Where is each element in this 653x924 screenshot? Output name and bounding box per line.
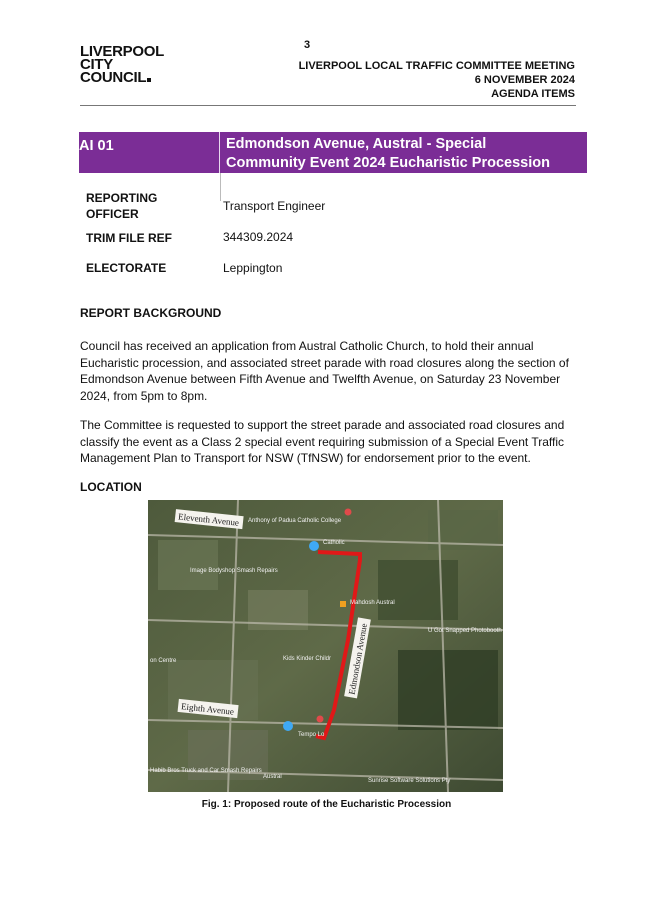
map-caption: Fig. 1: Proposed route of the Eucharistic Procession [201, 799, 452, 810]
eleventh-avenue-label: Eleventh Avenue [177, 511, 240, 528]
officer-label [86, 190, 157, 222]
sunrise-label: Sunrise Software Solutions Pty [368, 778, 451, 784]
logo-line-1: LIVERPOOL [80, 43, 164, 60]
mansion-label: Mahdosh Austral [350, 600, 395, 606]
logo-line-3: COUNCIL [80, 69, 147, 86]
austral-label: Austral [263, 774, 282, 780]
church-marker-icon [309, 541, 319, 551]
pin-icon [317, 716, 324, 723]
electorate-value: Leppington [223, 261, 283, 275]
centre-label: on Centre [150, 658, 177, 664]
pin-icon [345, 509, 352, 516]
header-section: AGENDA ITEMS [491, 88, 575, 100]
page-number: 3 [304, 39, 311, 51]
church-label: Catholic [323, 540, 345, 546]
poi-icon [340, 601, 346, 607]
background-paragraph-1: Council has received an application from Austral Catholic Church, to hold their annual Eucharistic procession, and associated street parade with road closures along the section of Edmondson Avenue between Fifth Avenue and Twelfth Avenue, on Saturday 23 November 2024, from 5pm to 8pm. [80, 339, 569, 403]
logo-line-2: CITY [80, 56, 113, 73]
item-title-line-1: Edmondson Avenue, Austral - Special [226, 136, 487, 152]
tempo-label: Tempo Lo [298, 732, 325, 738]
electorate-label: ELECTORATE [86, 261, 167, 275]
meeting-name: LIVERPOOL LOCAL TRAFFIC COMMITTEE MEETING [298, 60, 575, 72]
truck-label: Habib Bros Truck and Car Smash Repairs [150, 768, 262, 774]
edmondson-avenue-label: Edmondson Avenue [346, 622, 370, 696]
item-title-line-2: Community Event 2024 Eucharistic Procession [226, 155, 550, 171]
agenda-item-banner [79, 132, 587, 173]
item-code: AI 01 [79, 138, 114, 154]
officer-label-line-1: REPORTING [86, 191, 158, 205]
tempo-marker-icon [283, 721, 293, 731]
background-paragraph-2: The Committee is requested to support the street parade and associated road closures and classify the event as a Class 2 special event requiring submission of a Special Event Traffic Management Plan to Transport for NSW (TfNSW) for endorsement prior to the event. [80, 418, 565, 465]
location-heading: LOCATION [80, 480, 142, 494]
college-label: Anthony of Padua Catholic College [248, 518, 342, 524]
trim-label: TRIM FILE REF [86, 231, 172, 245]
officer-label-line-2: OFFICER [86, 207, 139, 221]
officer-value: Transport Engineer [223, 199, 326, 213]
banner-divider [219, 132, 220, 173]
report-background-heading: REPORT BACKGROUND [80, 306, 222, 320]
meeting-date: 6 NOVEMBER 2024 [474, 74, 575, 86]
council-logo [80, 45, 164, 84]
kids-label: Kids Kinder Childr [283, 656, 332, 662]
photobooth-label: U Got Snapped Photobooth [428, 628, 502, 634]
page-header [299, 59, 575, 101]
details-divider [220, 173, 221, 201]
logo-dot-icon [147, 78, 151, 82]
bodyshop-label: Image Bodyshop Smash Repairs [190, 568, 278, 574]
header-divider [80, 105, 576, 106]
trim-value: 344309.2024 [223, 230, 294, 244]
eighth-avenue-label: Eighth Avenue [180, 701, 235, 717]
item-title [226, 135, 581, 173]
location-map [148, 500, 503, 792]
